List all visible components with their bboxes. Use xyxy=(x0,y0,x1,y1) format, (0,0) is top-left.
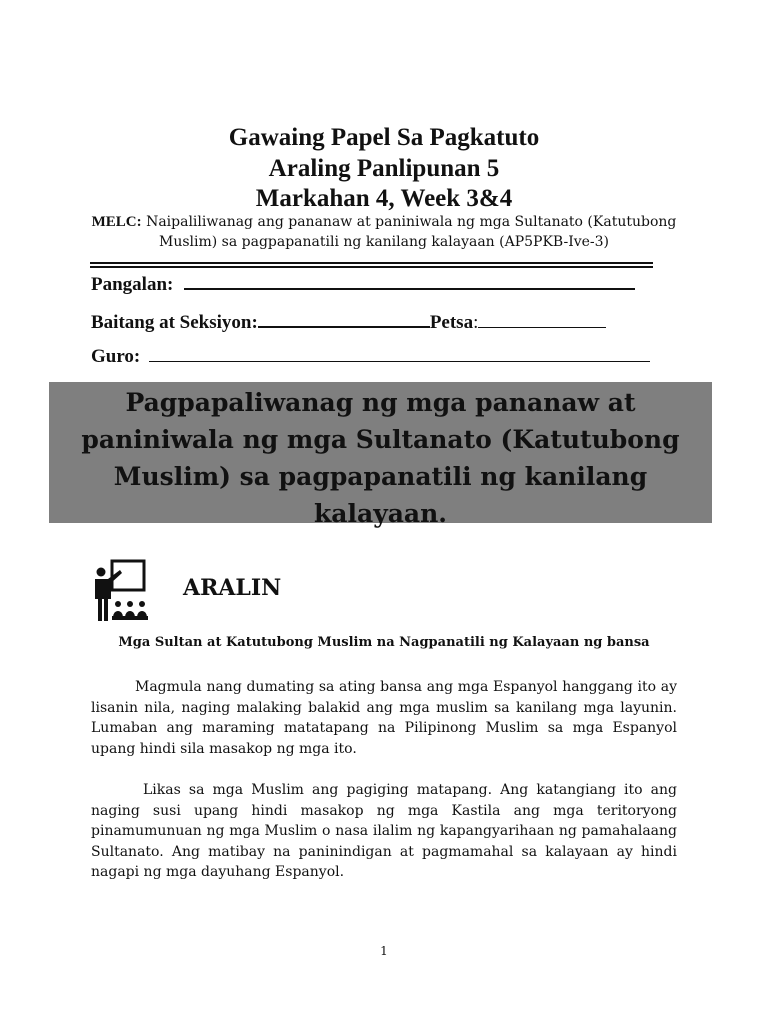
topic-banner-text: Pagpapaliwanag ng mga pananaw at paniniwala ng mga Sultanato (Katutubong Muslim) sa pagpapanatili ng kanilang kalayaan. xyxy=(81,388,680,528)
name-label: Pangalan: xyxy=(91,274,174,295)
date-input-line[interactable] xyxy=(478,311,606,328)
date-label: Petsa xyxy=(429,312,474,333)
teacher-presentation-icon xyxy=(92,558,152,624)
grade-section-input-line[interactable] xyxy=(258,310,430,328)
melc-label: MELC: xyxy=(91,214,142,230)
subject-title: Araling Panlipunan 5 xyxy=(268,155,500,182)
melc-text: Naipaliliwanag ang pananaw at paniniwala ng mga Sultanato (Katutubong Muslim) sa pagpapanatili ng kanilang kalayaan (AP5PKB-Ive-3) xyxy=(141,214,677,250)
melc-statement xyxy=(90,212,678,252)
name-input-line[interactable] xyxy=(184,272,635,290)
page-number: 1 xyxy=(380,944,388,958)
lesson-heading: ARALIN xyxy=(183,575,282,601)
quarter-week-title: Markahan 4, Week 3&4 xyxy=(255,185,513,212)
lesson-paragraph-2: Likas sa mga Muslim ang pagiging matapang. Ang katangiang ito ang naging susi upang hindi masakop ng mga Kastila ang mga teritoryong pinamumunuan ng mga Muslim o nasa ilalim ng kapangyarihaan ng pamahalaang Sultanato. Ang matibay na paninindigan at pagmamahal sa kalayaan ay hindi nagapi ng mga dayuhang Espanyol. xyxy=(91,782,677,880)
teacher-field-row xyxy=(91,345,650,368)
teacher-label: Guro: xyxy=(91,346,141,367)
header-divider-bottom xyxy=(90,266,653,268)
teacher-input-line[interactable] xyxy=(149,345,650,362)
header-divider-top xyxy=(90,262,653,264)
grade-section-row xyxy=(91,310,606,334)
name-field-row xyxy=(91,272,635,296)
lesson-paragraph-1: Magmula nang dumating sa ating bansa ang mga Espanyol hanggang ito ay lisanin nila, naging malaking balakid ang mga muslim sa kanilang mga layunin. Lumaban ang maraming matatapang na Pilipinong Muslim sa mga Espanyol upang hindi sila masakop ng mga ito. xyxy=(91,679,677,757)
grade-section-label: Baitang at Seksiyon: xyxy=(91,312,258,333)
lesson-subtitle: Mga Sultan at Katutubong Muslim na Nagpanatili ng Kalayaan ng bansa xyxy=(118,635,650,650)
date-colon: : xyxy=(473,312,479,333)
worksheet-title: Gawaing Papel Sa Pagkatuto xyxy=(228,124,540,151)
